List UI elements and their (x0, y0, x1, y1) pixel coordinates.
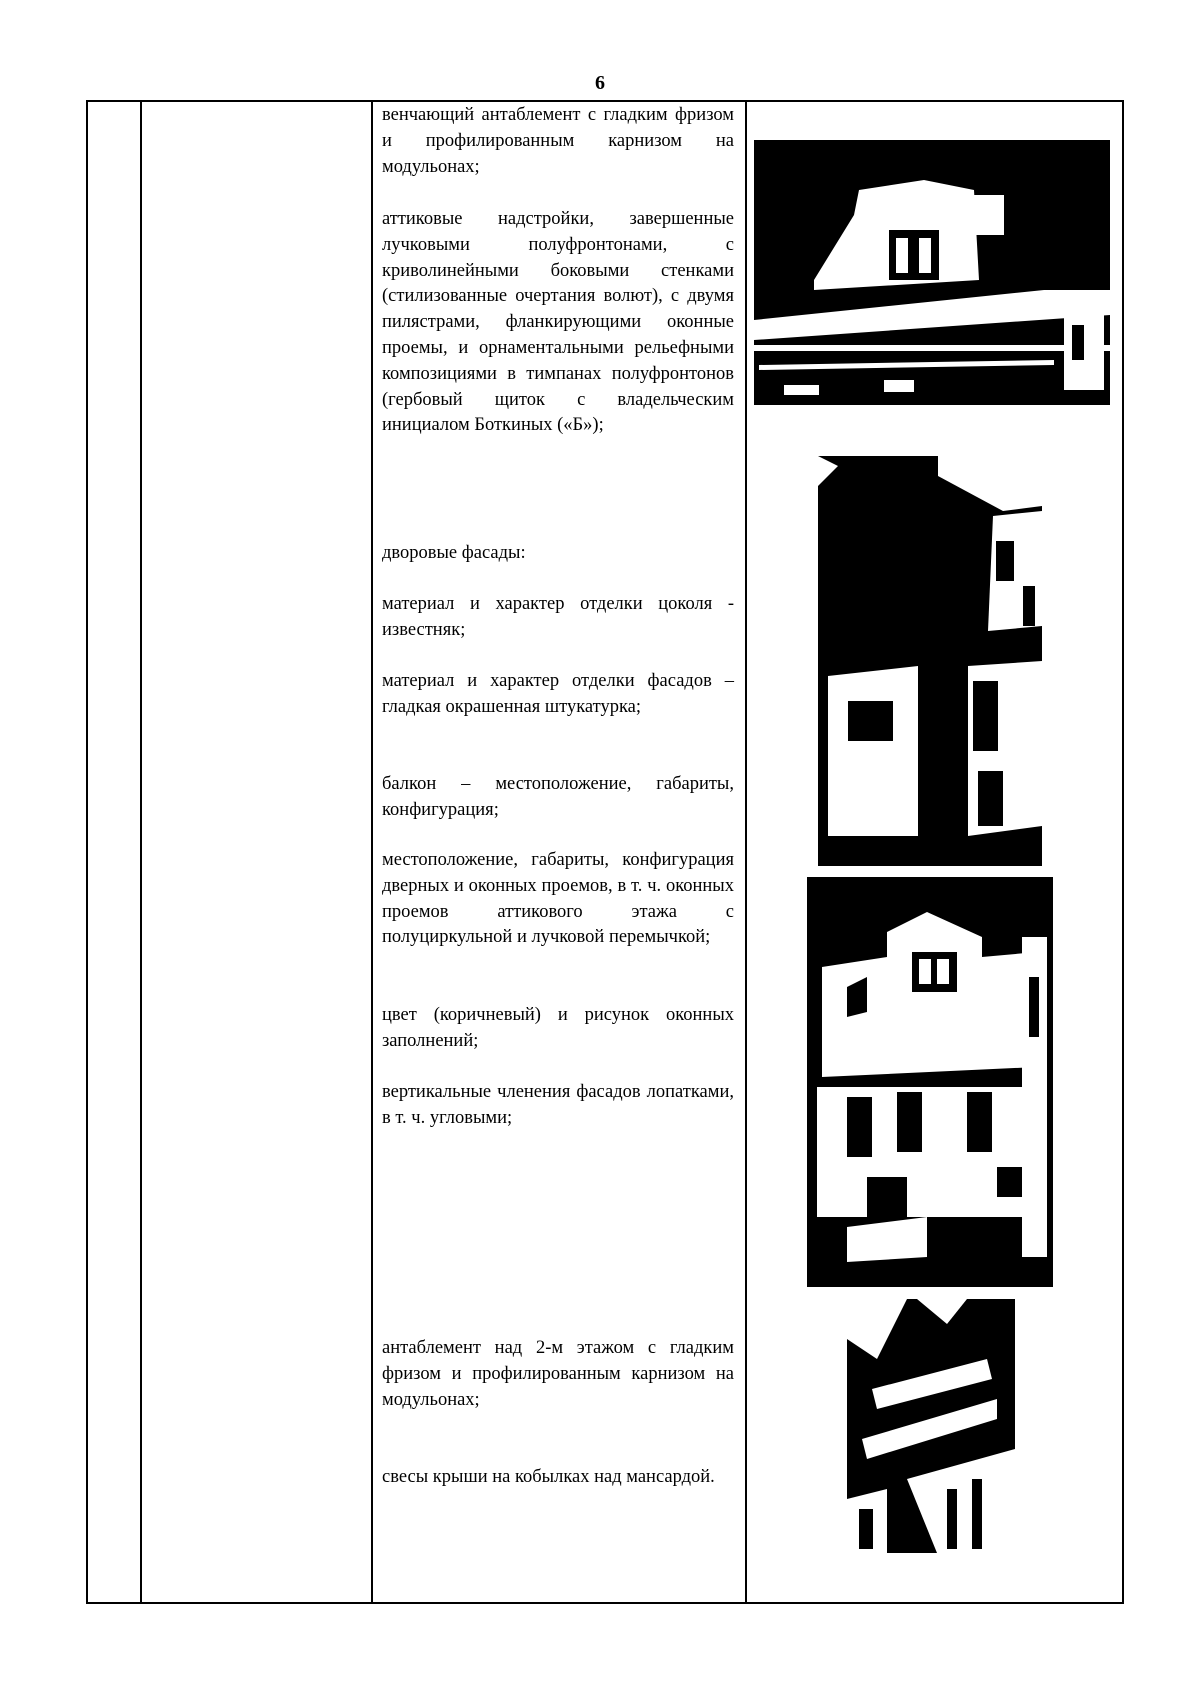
paragraph-courtyard-facades: дворовые фасады: (382, 543, 526, 563)
table-bottom-border (86, 1602, 1124, 1604)
paragraph-roof-eaves: свесы крыши на кобылках над мансардой. (382, 1467, 715, 1487)
paragraph-window-fill: цвет (коричневый) и рисунок оконных заполнений; (382, 1005, 734, 1051)
page-number: 6 (595, 72, 605, 94)
table-col-border-0 (86, 100, 88, 1604)
paragraph-balcony: балкон – местоположение, габариты, конфигурация; (382, 774, 734, 820)
paragraph-pilasters: вертикальные членения фасадов лопатками, в т. ч. угловыми; (382, 1082, 734, 1128)
paragraph-openings: местоположение, габариты, конфигурация дверных и оконных проемов, в т. ч. оконных проемов аттикового этажа с полуциркульной и лучковой перемычкой; (382, 850, 734, 948)
paragraph-plaster: материал и характер отделки фасадов – гладкая окрашенная штукатурка; (382, 671, 734, 717)
paragraph-attic: аттиковые надстройки, завершенные лучковыми полуфронтонами, с криволинейными боковыми стенками (стилизованные очертания волют), с двумя пилястрами, фланкирующими оконные проемы, и орнаментальными рельефными композициями в тимпанах полуфронтонов (гербовый щиток с владельческим инициалом Боткиных («Б»); (382, 209, 734, 436)
paragraph-entablature: венчающий антаблемент с гладким фризом и профилированным карнизом на модульонах; (382, 105, 734, 177)
photo-courtyard-facade (807, 877, 1053, 1287)
table-col-border-4 (1122, 100, 1124, 1604)
table-col-border-3 (745, 100, 747, 1604)
photo-courtyard-wall (818, 456, 1042, 866)
photo-attic-superstructure (754, 140, 1110, 405)
photo-roof-eaves (847, 1299, 1015, 1553)
paragraph-plinth: материал и характер отделки цоколя - известняк; (382, 594, 734, 640)
table-top-border (86, 100, 1124, 102)
table-col-border-2 (371, 100, 373, 1604)
paragraph-entablature-2nd-floor: антаблемент над 2-м этажом с гладким фризом и профилированным карнизом на модульонах; (382, 1338, 734, 1410)
table-col-border-1 (140, 100, 142, 1604)
